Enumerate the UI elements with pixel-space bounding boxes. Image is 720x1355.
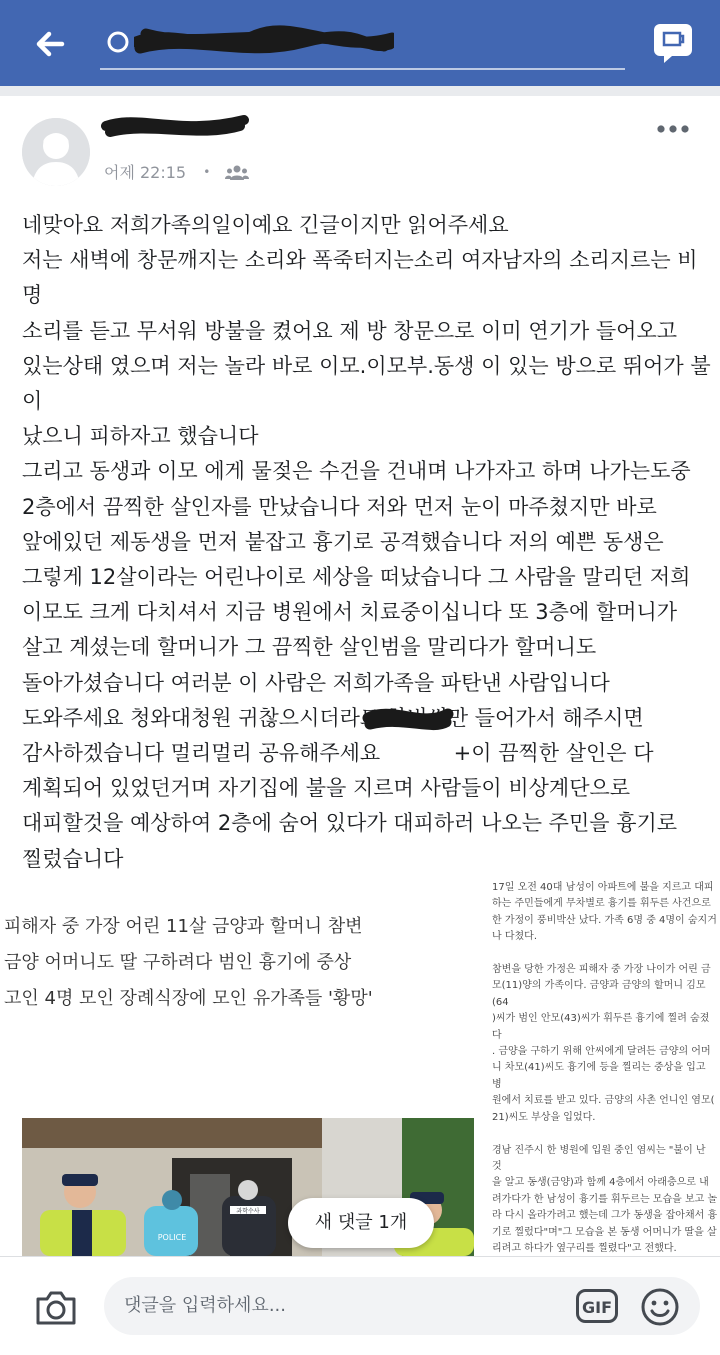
article-line: 원에서 치료를 받고 있다. 금양의 사촌 언니인 염모( — [492, 1095, 715, 1107]
post-line: 저는 새벽에 창문깨지는 소리와 폭죽터지는소리 여자남자의 소리지르는 비명 — [22, 248, 698, 308]
article-line: 모(11)양의 가족이다. 금양과 금양의 할머니 김모(64 — [492, 980, 706, 1008]
article-line: 경남 진주시 한 병원에 입원 중인 염씨는 "불이 난 것 — [492, 1144, 709, 1172]
article-line: )씨가 범인 안모(43)씨가 휘두른 흉기에 찔려 숨졌다 — [492, 1013, 710, 1041]
smile-icon[interactable] — [640, 1287, 680, 1327]
camera-icon[interactable] — [34, 1287, 78, 1327]
news-headline: 금양 어머니도 딸 구하려다 범인 흉기에 중상 — [4, 952, 352, 973]
search-input[interactable] — [100, 14, 625, 70]
article-line: 17일 오전 40대 남성이 아파트에 불을 지르고 대피 — [492, 882, 714, 893]
post-line: 네맞아요 저희가족의일이예요 긴글이지만 읽어주세요 — [22, 213, 509, 237]
group-icon — [225, 163, 249, 181]
post-line: 살고 계셨는데 할머니가 그 끔찍한 살인범을 말리다가 할머니도 — [22, 635, 597, 660]
top-bar — [0, 0, 720, 86]
post-line: 감사하겠습니다 멀리멀리 공유해주세요 +이 끔찍한 살인은 다 — [22, 741, 654, 766]
search-icon — [106, 30, 132, 56]
article-line: 니 차모(41)씨도 흉기에 등을 찔리는 중상을 입고 병 — [492, 1062, 709, 1090]
post-meta — [104, 160, 249, 182]
comment-input[interactable]: 댓글을 입력하세요... — [104, 1277, 700, 1335]
news-article-text — [492, 880, 718, 1256]
text-redaction — [362, 702, 454, 734]
post-line: 그리고 동생과 이모 에게 물젖은 수건을 건내며 나가자고 하며 나가는도중 — [22, 459, 691, 484]
new-comments-button[interactable]: 새 댓글 1개 — [288, 1198, 434, 1248]
article-line: 나 다쳤다. — [492, 931, 537, 943]
article-line: 하는 주민들에게 무차별로 흉기를 휘두른 사건으로 — [492, 898, 711, 910]
article-line: 참변을 당한 가정은 피해자 중 가장 나이가 어린 금 — [492, 964, 711, 976]
comment-composer — [0, 1256, 720, 1355]
post-line: 대피할것을 예상하여 2층에 숨어 있다가 대피하러 나오는 주민을 흉기로 — [22, 811, 678, 836]
messenger-icon[interactable] — [652, 22, 694, 64]
post-card — [0, 96, 720, 1256]
arrow-left-icon[interactable] — [30, 24, 70, 64]
article-line: 리려고 하다가 옆구리를 찔렸다"고 전했다. — [492, 1242, 677, 1254]
article-line: . 금양을 구하기 위해 안씨에게 달려든 금양의 어머 — [492, 1046, 711, 1058]
post-line: 소리를 듣고 무서워 방불을 켰어요 제 방 창문으로 이미 연기가 들어오고 — [22, 318, 678, 343]
post-line: 있는상태 였으며 저는 놀라 바로 이모.이모부.동생 이 있는 방으로 뛰어가 불이 — [22, 353, 711, 414]
post-body — [22, 208, 712, 877]
post-line: 그렇게 12살이라는 어린나이로 세상을 떠났습니다 그 사람을 말리던 저희 — [22, 565, 691, 590]
meta-separator: • — [203, 164, 211, 179]
article-line: 려가다가 한 남성이 흉기를 휘두르는 모습을 보고 놀 — [492, 1193, 718, 1205]
post-line: 났으니 피하자고 했습니다 — [22, 424, 259, 449]
article-line: 을 알고 동생(금양)과 함께 4층에서 아래층으로 내 — [492, 1177, 709, 1189]
author-name-redaction — [100, 110, 250, 140]
gif-label: GIF — [581, 1298, 613, 1317]
redaction-scribble — [134, 24, 394, 60]
gif-button[interactable] — [576, 1289, 618, 1323]
post-time[interactable]: 어제 22:15 — [104, 163, 187, 182]
article-line: 21)씨도 부상을 입었다. — [492, 1111, 596, 1123]
avatar[interactable] — [22, 118, 90, 186]
post-line: 계획되어 있었던거며 자기집에 불을 지르며 사람들이 비상계단으로 — [22, 776, 631, 801]
news-headline: 고인 4명 모인 장례식장에 모인 유가족들 '황망' — [4, 988, 373, 1009]
article-line: 한 가정이 풍비박산 났다. 가족 6명 중 4명이 숨지거 — [492, 914, 717, 926]
post-line: 찔렀습니다 — [22, 846, 124, 871]
news-headline: 피해자 중 가장 어린 11살 금양과 할머니 참변 — [4, 916, 363, 937]
post-line: 앞에있던 제동생을 먼저 붙잡고 흉기로 공격했습니다 저의 예쁜 동생은 — [22, 529, 664, 554]
article-line: 기로 찔렀다"며"그 모습을 본 동생 어머니가 딸을 살 — [492, 1226, 717, 1238]
post-line: 도와주세요 청와대청원 귀찮으시더라도 한번씩만 들어가서 해주시면 — [22, 705, 644, 730]
forensic-patch-text: 과학수사 — [236, 1208, 260, 1215]
default-avatar-icon — [22, 118, 90, 186]
police-vest-text: POLICE — [157, 1233, 187, 1242]
more-horizontal-icon[interactable] — [656, 122, 690, 136]
post-line: 2층에서 끔찍한 살인자를 만났습니다 저와 먼저 눈이 마주쳤지만 바로 — [22, 494, 657, 519]
post-line: 이모도 크게 다치셔서 지금 병원에서 치료중이십니다 또 3층에 할머니가 — [22, 600, 678, 625]
post-line: 돌아가셨습니다 여러분 이 사람은 저희가족을 파탄낸 사람입니다 — [22, 670, 610, 695]
article-line: 라 다시 올라가려고 했는데 그가 동생을 잡아채서 흉 — [492, 1210, 718, 1222]
